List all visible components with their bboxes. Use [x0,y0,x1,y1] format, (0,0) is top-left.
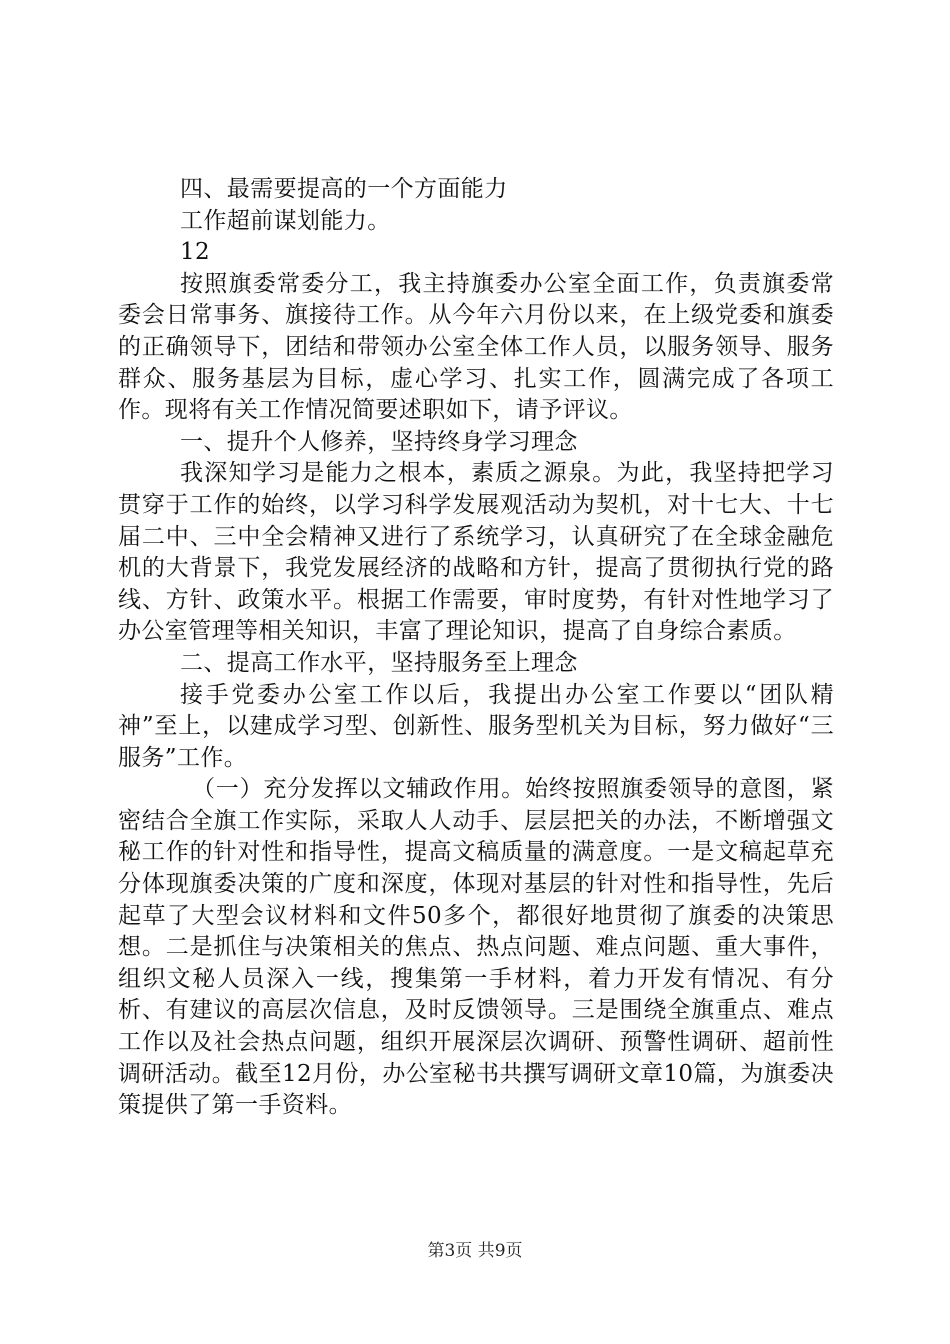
page-footer [0,1240,950,1262]
paragraph: 接手党委办公室工作以后，我提出办公室工作要以“团队精神”至上，以建成学习型、创新性、服务型机关为目标，努力做好“三服务”工作。 [118,681,834,771]
paragraph: 按照旗委常委分工，我主持旗委办公室全面工作，负责旗委常委会日常事务、旗接待工作。从今年六月份以来，在上级党委和旗委的正确领导下，团结和带领办公室全体工作人员，以服务领导、服务群众、服务基层为目标，虚心学习、扎实工作，圆满完成了各项工作。现将有关工作情况简要述职如下，请予评议。 [118,270,834,424]
document-body [118,174,834,1122]
section-heading: 二、提高工作水平，坚持服务至上理念 [180,649,578,676]
paragraph: 12 [180,239,211,266]
paragraph: 四、最需要提高的一个方面能力 [180,176,508,202]
paragraph: （一）充分发挥以文辅政作用。始终按照旗委领导的意图，紧密结合全旗工作实际，采取人人动手、层层把关的办法，不断增强文秘工作的针对性和指导性，提高文稿质量的满意度。一是文稿起草充分体现旗委决策的广度和深度，体现对基层的针对性和指导性，先后起草了大型会议材料和文件50多个，都很好地贯彻了旗委的决策思想。二是抓住与决策相关的焦点、热点问题、难点问题、重大事件，组织文秘人员深入一线，搜集第一手材料，着力开发有情况、有分析、有建议的高层次信息，及时反馈领导。三是围绕全旗重点、难点工作以及社会热点问题，组织开展深层次调研、预警性调研、超前性调研活动。截至12月份，办公室秘书共撰写调研文章10篇，为旗委决策提供了第一手资料。 [118,776,834,1119]
section-heading: 一、提升个人修养，坚持终身学习理念 [180,428,578,455]
page-number: 第3页 共9页 [427,1241,523,1261]
paragraph: 工作超前谋划能力。 [180,207,391,234]
paragraph: 我深知学习是能力之根本，素质之源泉。为此，我坚持把学习贯穿于工作的始终，以学习科学发展观活动为契机，对十七大、十七届二中、三中全会精神又进行了系统学习，认真研究了在全球金融危机的大背景下，我党发展经济的战略和方针，提高了贯彻执行党的路线、方针、政策水平。根据工作需要，审时度势，有针对性地学习了办公室管理等相关知识，丰富了理论知识，提高了自身综合素质。 [118,460,834,645]
